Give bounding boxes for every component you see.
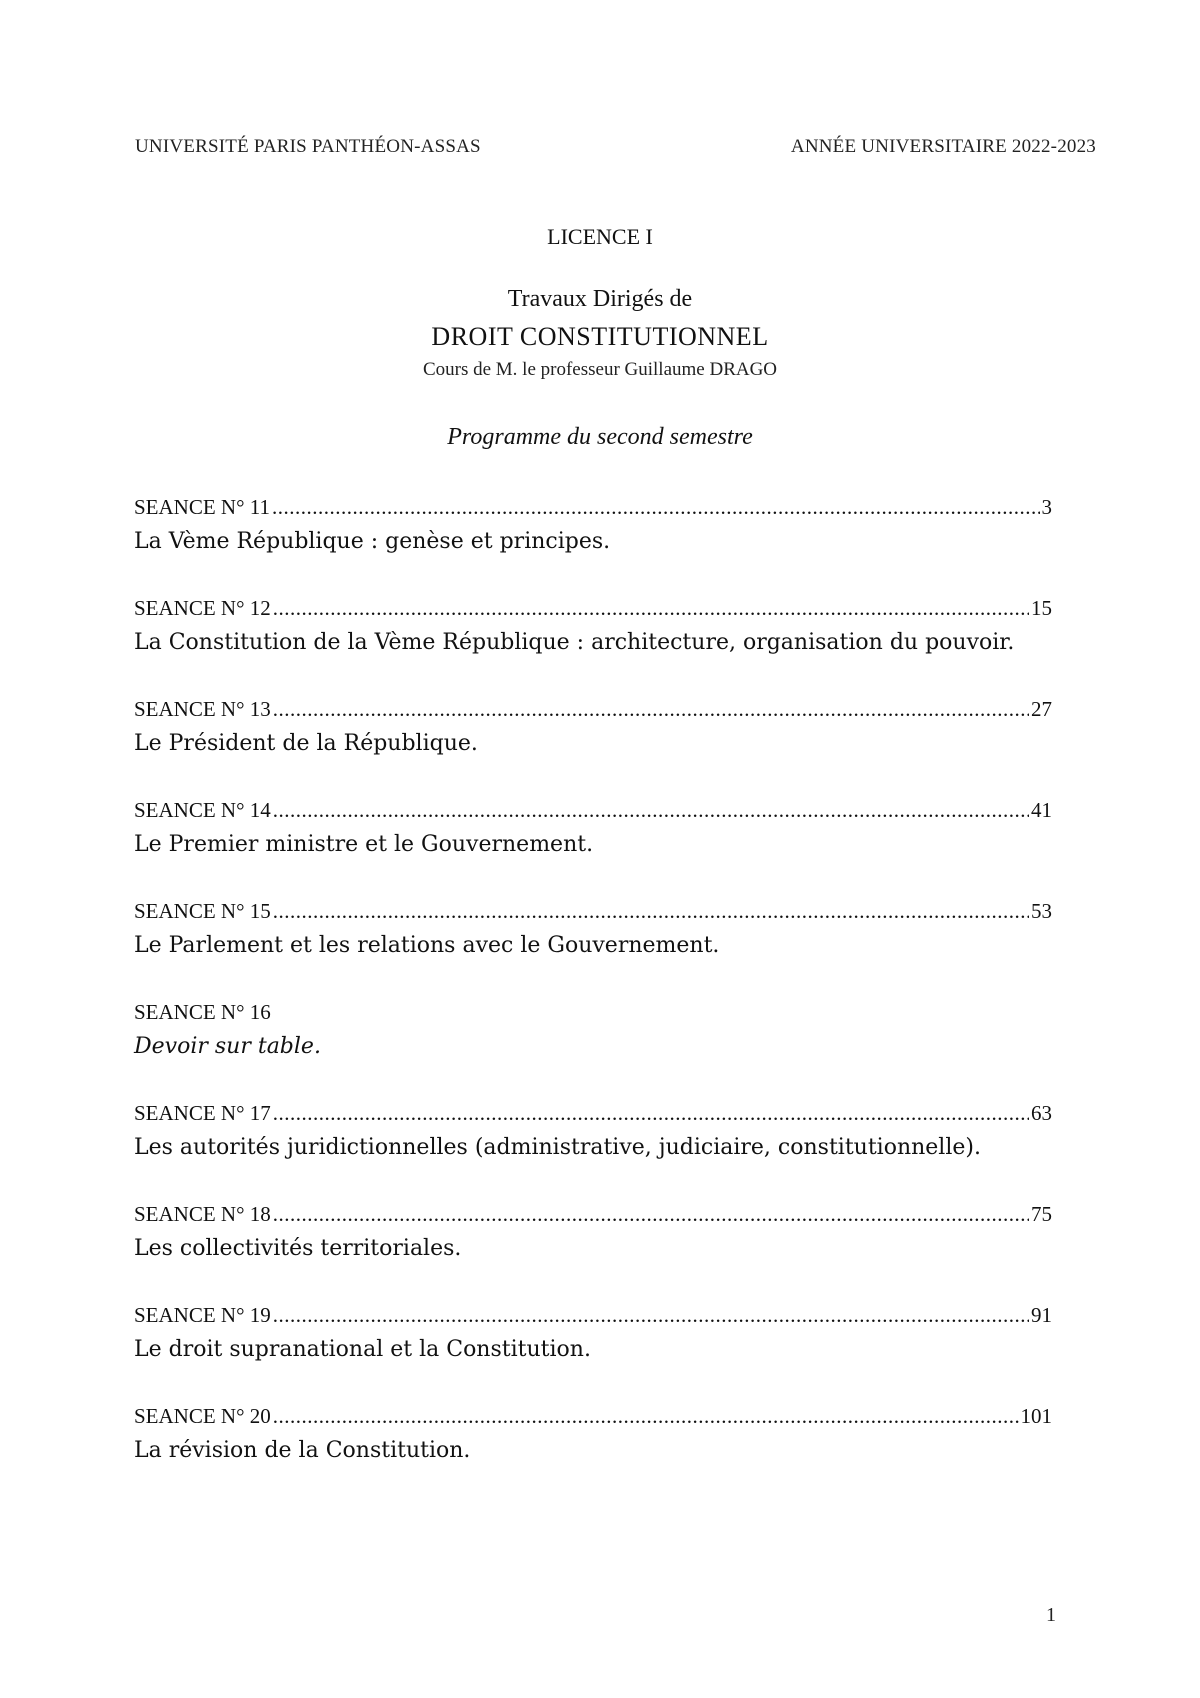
session-line (134, 697, 1052, 727)
session-line (134, 596, 1052, 626)
session-label: SEANCE N° 13 (134, 697, 271, 721)
session-18 (134, 1202, 1052, 1265)
session-label: SEANCE N° 16 (134, 1000, 271, 1024)
session-topic: Le Parlement et les relations avec le Gouvernement. (134, 933, 720, 958)
td-title: Travaux Dirigés de (507, 286, 693, 312)
session-label: SEANCE N° 11 (134, 495, 270, 519)
session-page-number: 101 (1020, 1404, 1052, 1428)
course-professor: Cours de M. le professeur Guillaume DRAGO (422, 359, 778, 380)
session-15 (134, 899, 1052, 962)
session-line (134, 1101, 1052, 1131)
dot-leader (273, 1101, 1029, 1126)
session-topic: La révision de la Constitution. (134, 1438, 471, 1463)
dot-leader (273, 1404, 1019, 1429)
session-line (134, 1202, 1052, 1232)
session-line (134, 1303, 1052, 1333)
session-label: SEANCE N° 15 (134, 899, 271, 923)
session-line (134, 1000, 1052, 1030)
session-19 (134, 1303, 1052, 1366)
session-page-number: 63 (1031, 1101, 1052, 1125)
subject-title: DROIT CONSTITUTIONNEL (431, 322, 769, 351)
sessions-list (134, 495, 1052, 1505)
session-topic: La Vème République : genèse et principes. (134, 529, 611, 554)
session-topic: Le droit supranational et la Constitution. (134, 1337, 591, 1362)
session-line (134, 1404, 1052, 1434)
session-label: SEANCE N° 18 (134, 1202, 271, 1226)
session-topic: La Constitution de la Vème République : architecture, organisation du pouvoir. (134, 630, 1015, 655)
session-17 (134, 1101, 1052, 1164)
dot-leader (273, 1202, 1029, 1227)
dot-leader (273, 798, 1029, 823)
programme-heading: Programme du second semestre (447, 424, 753, 450)
session-label: SEANCE N° 20 (134, 1404, 271, 1428)
licence-level: LICENCE I (547, 224, 653, 249)
session-label: SEANCE N° 14 (134, 798, 271, 822)
page-number: 1 (1046, 1604, 1056, 1626)
session-14 (134, 798, 1052, 861)
session-page-number: 15 (1031, 596, 1052, 620)
dot-leader (273, 596, 1029, 621)
header-academic-year: ANNÉE UNIVERSITAIRE 2022-2023 (790, 136, 1096, 157)
session-page-number: 75 (1031, 1202, 1052, 1226)
session-topic: Devoir sur table. (134, 1034, 321, 1059)
header-university: UNIVERSITÉ PARIS PANTHÉON-ASSAS (135, 136, 481, 157)
session-12 (134, 596, 1052, 659)
session-page-number: 91 (1031, 1303, 1052, 1327)
session-page-number: 53 (1031, 899, 1052, 923)
session-label: SEANCE N° 12 (134, 596, 271, 620)
session-line (134, 798, 1052, 828)
session-label: SEANCE N° 19 (134, 1303, 271, 1327)
dot-leader (272, 495, 1040, 520)
session-page-number: 41 (1031, 798, 1052, 822)
session-13 (134, 697, 1052, 760)
session-20 (134, 1404, 1052, 1467)
session-page-number: 3 (1041, 495, 1052, 519)
dot-leader (273, 697, 1029, 722)
session-16 (134, 1000, 1052, 1063)
session-page-number: 27 (1031, 697, 1052, 721)
session-11 (134, 495, 1052, 558)
session-line (134, 899, 1052, 929)
session-topic: Les autorités juridictionnelles (administrative, judiciaire, constitutionnelle). (134, 1135, 981, 1160)
session-label: SEANCE N° 17 (134, 1101, 271, 1125)
session-topic: Le Président de la République. (134, 731, 478, 756)
session-topic: Le Premier ministre et le Gouvernement. (134, 832, 594, 857)
session-topic: Les collectivités territoriales. (134, 1236, 462, 1261)
session-line (134, 495, 1052, 525)
dot-leader (273, 899, 1029, 924)
dot-leader (273, 1303, 1029, 1328)
